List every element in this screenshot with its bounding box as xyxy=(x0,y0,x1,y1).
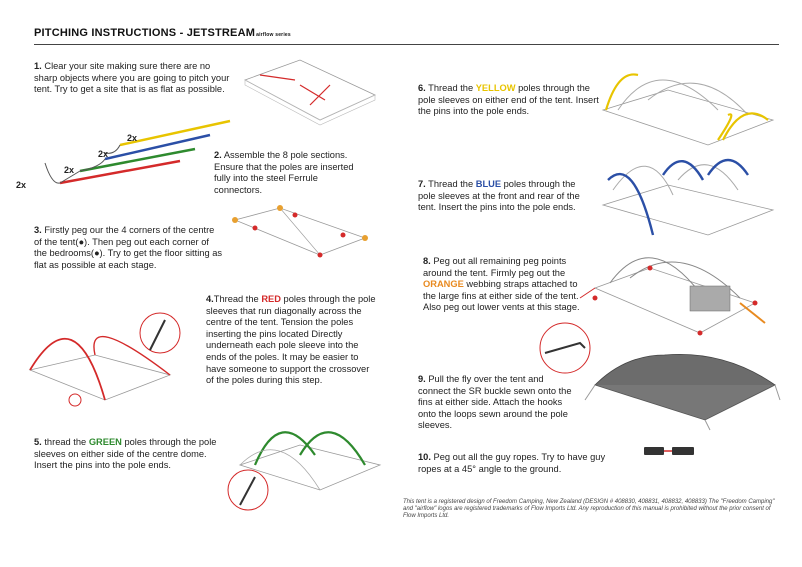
pole-sections-diagram xyxy=(10,115,240,195)
step-10 xyxy=(418,452,608,475)
step-3 xyxy=(34,225,224,271)
header-rule xyxy=(34,44,779,45)
page-title xyxy=(34,27,291,39)
step-1-text: Clear your site making sure there are no sharp objects where you are going to pitch your tent. Try to get a site that is as flat as possible. xyxy=(34,61,230,95)
step-8-keyword: ORANGE xyxy=(423,279,464,290)
step-6 xyxy=(418,83,603,118)
step-9-text: Pull the fly over the tent and connect the SR buckle sewn onto the fins at either side. Attach the hooks onto the loops sewn around the pole sleeves. xyxy=(418,374,572,431)
step-6-number: 6. xyxy=(418,83,426,93)
step-4 xyxy=(206,294,376,387)
step-6-keyword: YELLOW xyxy=(475,83,516,93)
buckle-icon xyxy=(642,440,700,462)
step-10-number: 10. xyxy=(418,452,431,462)
series-logo-text: airflow series xyxy=(256,32,291,38)
step-7-keyword: BLUE xyxy=(475,179,502,189)
title-text: PITCHING INSTRUCTIONS - JETSTREAM xyxy=(34,27,256,39)
step-6-text-pre: Thread the xyxy=(425,83,476,93)
step-4-keyword: RED xyxy=(261,294,281,304)
step-4-text-post: poles through the pole sleeves that run diagonally across the centre of the tent. Tension the poles inserting the pins located Directly underneath each pole sleeve into the ends of the poles. It may be easier to have someone to support the crossover of the poles during this step. xyxy=(206,294,376,386)
peg-layout-diagram xyxy=(225,200,370,260)
pole-qty-green: 2x xyxy=(64,165,75,175)
step-2-text: Assemble the 8 pole sections. Ensure that the poles are inserted fully into the steel Ferrule connectors. xyxy=(214,150,354,195)
pole-qty-yellow: 2x xyxy=(127,133,138,143)
step-1 xyxy=(34,61,234,96)
pole-qty-red: 2x xyxy=(16,180,27,190)
step-7 xyxy=(418,179,588,214)
pole-qty-blue: 2x xyxy=(98,149,109,159)
step-7-text-post: poles through the pole sleeves at the front and rear of the tent. Insert the pins into the pole ends. xyxy=(418,179,580,213)
step-7-number: 7. xyxy=(418,179,426,189)
step-10-text: Peg out all the guy ropes. Try to have guy ropes at a 45° angle to the ground. xyxy=(418,452,606,474)
step-2-number: 2. xyxy=(214,150,222,160)
step-1-number: 1. xyxy=(34,61,42,71)
step-5 xyxy=(34,437,219,472)
blue-pole-diagram xyxy=(598,150,778,240)
step-4-number: 4. xyxy=(206,294,214,304)
step-7-text-pre: Thread the xyxy=(425,179,476,189)
step-3-number: 3. xyxy=(34,225,42,235)
step-9-number: 9. xyxy=(418,374,426,384)
step-5-text-pre: thread the xyxy=(41,437,89,447)
step-5-keyword: GREEN xyxy=(88,437,122,447)
legal-notice: This tent is a registered design of Freedom Camping, New Zealand (DESIGN # 408830, 408831, 408832, 408833) The "Freedom Camping" and "airflow" logos are registered trademarks of Flow Imports Ltd. Any reproduction of this manual is prohibited without the prior consent of Flow Imports Ltd. xyxy=(403,499,775,519)
step-3-text: Firstly peg our the 4 corners of the centre of the tent(●). Then peg out each corner of the bedrooms(●). Try to get the floor sitting as flat as possible at each stage. xyxy=(34,225,223,270)
step-4-text-pre: Thread the xyxy=(213,294,262,304)
fly-diagram xyxy=(585,345,780,430)
step-5-text-post: poles through the pole sleeves on either side of the centre dome. Insert the pins into the pole ends. xyxy=(34,437,217,471)
green-pole-diagram xyxy=(220,405,390,530)
red-pole-diagram xyxy=(25,305,205,415)
step-8-text-pre: Peg out all remaining peg points around the tent. Firmly peg out the xyxy=(423,256,567,278)
yellow-pole-diagram xyxy=(598,60,778,150)
step-6-text-post: poles through the pole sleeves on either end of the tent. Insert the pins into the pole ends. xyxy=(418,83,599,117)
site-diagram xyxy=(240,55,380,125)
step-2 xyxy=(214,150,362,196)
step-8-number: 8. xyxy=(423,256,431,266)
step-8-text-post: webbing straps attached to the large fins at either side of the tent. Also peg out lower vents at this stage. xyxy=(423,279,580,313)
step-9 xyxy=(418,374,578,432)
step-5-number: 5. xyxy=(34,437,42,447)
